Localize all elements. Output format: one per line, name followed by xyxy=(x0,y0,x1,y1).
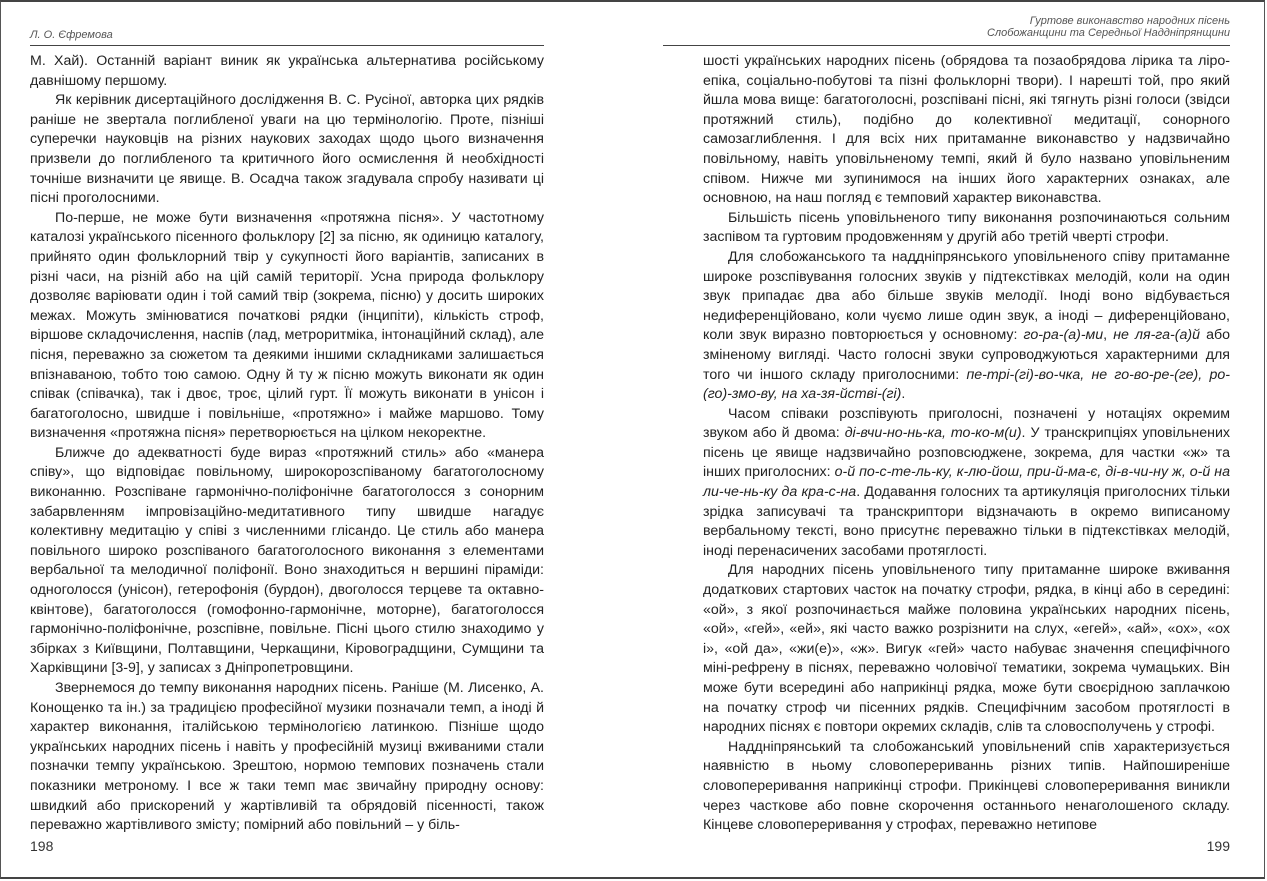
paragraph: Часом співаки розспівують приголосні, позначені у нотаціях окремим звуком або й двома: ді-вчи-но-нь-ка, то-ко-м(и). У транскрипціях уповільнених пісень це явище надзвичайно розповсюджене, зокрема, для частки «ж» та інших приголосних: о-й по-с-те-ль-ку, к-лю-йош, при-й-ма-є, ді-в-чи-ну ж, о-й на ли-че-нь-ку да кра-с-на. Додавання голосних та артикуляція приголосних тільки зрідка записувачі та транскриптори відзначають в окремо виписаному вербальному тексті, воно присутнє переважно тільки в підтекстівках мелодій, іноді перенасичених засобами протяглості. xyxy=(703,405,1230,559)
paragraph: Ближче до адекватності буде вираз «протяжний стиль» або «манера співу», що відповідає повільному, широкорозспіваному багатоголосному виконанню. Розспіване гармонічно-поліфонічне багатоголосся з сонорним забарвленням імпровізаційно-медитативного типу швидше нагадує колективну медитацію у співі з численними глісандо. Це стиль або манера повільного широко розспіваного багатоголосного виконання з елементами вербальної та мелодичної поліфонії. Воно знаходиться н вершині піраміди: одноголосся (унісон), гетерофонія (бурдон), двоголосся терцеве та октавно-квінтове), багатоголосся (гомофонно-гармонічне, моторне), багатоголосся гармонічно-поліфонічне, розспівне, повільне. Пісні цього стилю знаходимо у збірках з Київщини, Полтавщини, Черкащини, Кіровоградщини, Сумщини та Харківщини [3-9], у записах з Дніпропетровщини. xyxy=(30,444,544,677)
paragraph: Як керівник дисертаційного дослідження В. С. Русіної, авторка цих рядків раніше не звертала поглибленої уваги на цю термінологію. Проте, пізніші суперечки науковців на різних наукових заходах щодо цього визначення призвели до поглибленого та критичного його осмислення й необхідності точніше визначити це явище. В. Осадча також згадувала спробу називати ці пісні проголосними. xyxy=(30,92,544,207)
page-number: 199 xyxy=(1206,838,1230,854)
paragraph: Для слобожанського та наддніпрянського уповільненого співу притаманне широке розспівування голосних звуків у підтекстівках мелодій, коли на один звук припадає два або більше звуків мелодії. Іноді воно відбувається недиференційовано, коли чуємо лише один звук, а іноді – диференційовано, коли звук виразно повторюється у основному: го-ра-(а)-ми, не ля-га-(а)й або зміненому вигляді. Часто голосні звуки супроводжуються характерними для того чи іншого складу приголосними: пе-трі-(гі)-во-чка, не го-во-ре-(ге), ро-(го)-змо-ву, на ха-зя-йстві-(гі). xyxy=(703,248,1230,403)
paragraph: Звернемося до темпу виконання народних пісень. Раніше (М. Лисенко, А. Конощенко та ін.) за традицією професійної музики позначали темп, а іноді й характер виконання, італійською термінологією латинкою. Пізніше щодо українських народних пісень і навіть у професійній музиці вживаними стали позначки темпу українською. Зрештою, нормою темпових позначень стали показники метроному. І все ж таки темп має звичайну природну основу: швидкий або прискорений у жартівливій та обрядовій пісенності, також переважно жартівливого змісту; помірний або повільний – у біль- xyxy=(30,680,544,834)
left-page xyxy=(30,2,544,881)
paragraph: шості українських народних пісень (обрядова та позаобрядова лірика та ліро-епіка, соціально-побутові та пізні фольклорні твори). І нарешті той, про який йшла мова вище: багатоголосні, розспівані пісні, які тягнуть різні голоси (звідси протяжний стиль), подібно до колективної медитації, сонорного самозаглиблення. І для всіх них притаманне виконавство у надзвичайно повільному, навіть уповільненому темпі, який й було названо уповільненим співом. Нижче ми зупинимося на інших його характерних ознаках, але основною, на наш погляд є темповий характер виконавства. xyxy=(703,53,1230,207)
running-header-line-1: Гуртове виконавство народних пісень xyxy=(1029,15,1230,27)
left-page-body xyxy=(30,52,544,836)
paragraph: Більшість пісень уповільненого типу виконання розпочинаються сольним заспівом та гуртовим продовженням у другій або третій чверті строфи. xyxy=(703,209,1230,246)
running-header-line-2: Слобожанщини та Середньої Наддніпрянщини xyxy=(986,27,1230,39)
page-number: 198 xyxy=(30,838,54,854)
paragraph: Для народних пісень уповільненого типу притаманне широке вживання додаткових стартових часток на початку строфи, рядка, в кінці або в середині: «ой», з якої розпочинається майже половина українських народних пісень, «ой», «гей», «ей», які часто важко розрізнити на слух, «егей», «ай», «ох», «ох і», «ой да», «жи(е)», «ж». Вигук «гей» часто набуває значення специфічного міні-рефрену в піснях, переважно чоловічої тематики, зокрема чумацьких. Він може бути всередині або наприкінці рядка, може бути своєрідною заплачкою на початку строф чи пісенних рядків. Специфічним засобом протяглості в народних піснях є повтори окремих складів, слів та словосполучень у строфі. xyxy=(703,562,1230,736)
running-header-author: Л. О. Єфремова xyxy=(30,29,113,41)
paragraph: По-перше, не може бути визначення «протяжна пісня». У частотному каталозі українського пісенного фольклору [2] за пісню, як одиницю каталогу, прийнято один фольклорний твір у сукупності його варіантів, записаних в різні часи, на різній або на цій самій території. Усна природа фольклору дозволяє варіювати один і той самий твір (зокрема, пісню) у досить широких межах. Можуть змінюватися початкові рядки (інципіти), кількість строф, віршове складочислення, наспів (лад, метроритміка, інтонаційний склад), але пісня, переважно за сюжетом та деякими іншими складниками залишається впізнаваною, тобто тою самою. Одну й ту ж пісню можуть виконати як один співак (співачка), так і двоє, троє, цілий гурт. Її можуть виконати в унісон і багатоголосно, швидше і повільніше, «протяжно» і майже маршово. Тому визначення «протяжна пісня» перетворюється на цілком некоректне. xyxy=(30,209,544,442)
right-page-body xyxy=(703,52,1230,836)
right-page xyxy=(703,2,1230,881)
running-header-title xyxy=(703,15,1230,39)
paragraph: М. Хай). Останній варіант виник як українська альтернатива російському давнішому першому. xyxy=(30,53,544,89)
paragraph: Наддніпрянський та слобожанський уповільнений спів характеризується наявністю в ньому словоперериваннь різних типів. Найпоширеніше словопереривання наприкінці строфи. Прикінцеві словопереривання виникли через часткове або повне скорочення останнього ненаголошеного складу. Кінцеве словопереривання у строфах, переважно нетипове xyxy=(703,738,1230,834)
header-rule xyxy=(30,45,544,46)
header-rule xyxy=(663,45,1230,46)
